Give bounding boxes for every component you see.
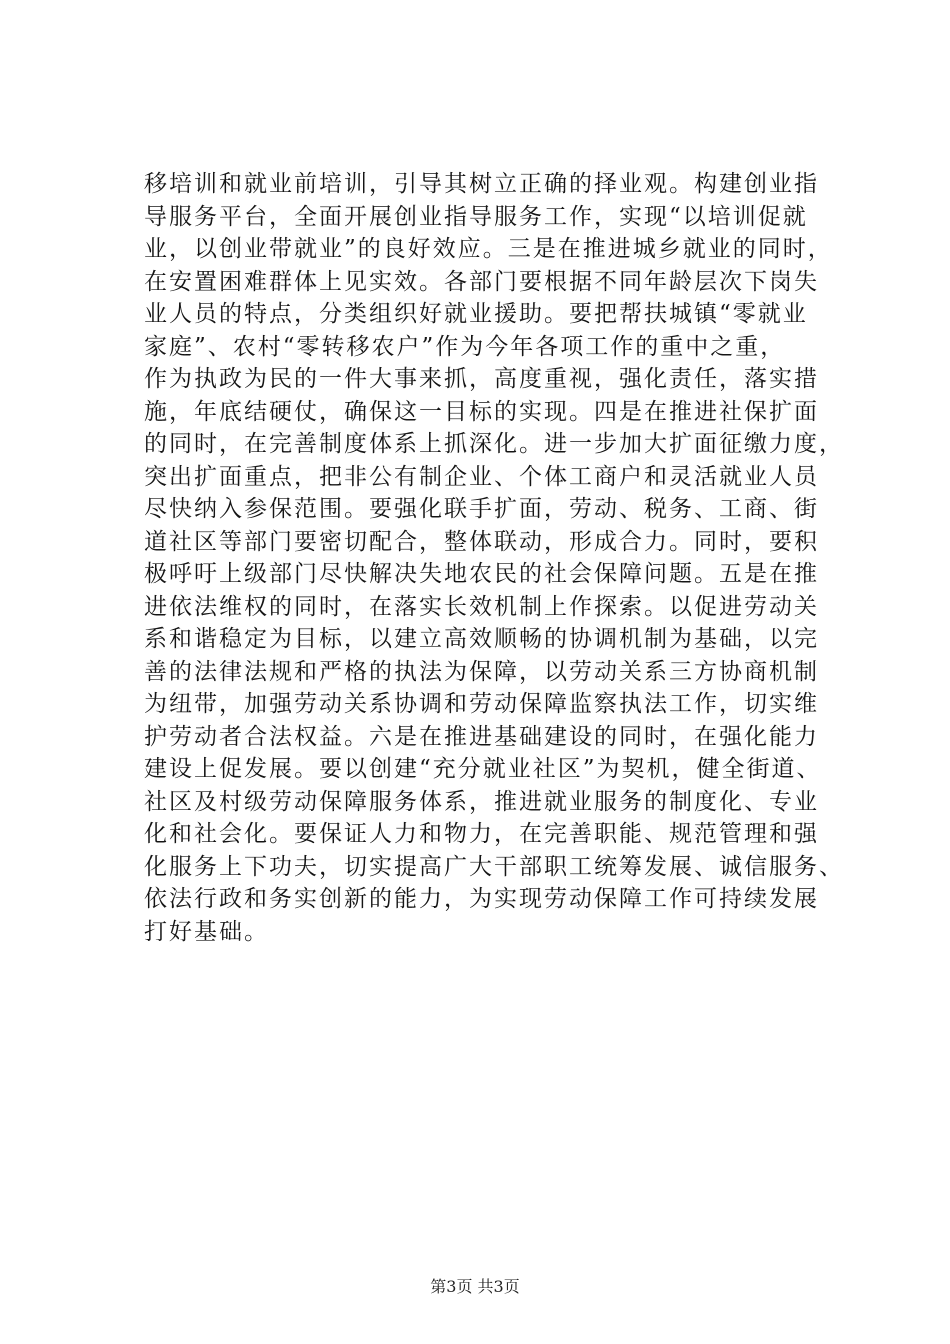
text-line: 施，年底结硬仗，确保这一目标的实现。四是在推进社保扩面 — [144, 398, 819, 425]
text-line: 社区及村级劳动保障服务体系，推进就业服务的制度化、专业 — [144, 788, 819, 815]
text-line: 业人员的特点，分类组织好就业援助。要把帮扶城镇“零就业 — [144, 301, 808, 327]
text-line: 进依法维权的同时，在落实长效机制上作探索。以促进劳动关 — [144, 593, 819, 620]
text-line: 化和社会化。要保证人力和物力，在完善职能、规范管理和强 — [144, 821, 819, 847]
text-line: 建设上促发展。要以创建“充分就业社区”为契机，健全街道、 — [144, 756, 822, 782]
text-line: 移培训和就业前培训，引导其树立正确的择业观。构建创业指 — [144, 171, 819, 197]
body-paragraph — [144, 168, 844, 948]
text-line: 善的法律法规和严格的执法为保障，以劳动关系三方协商机制 — [144, 658, 819, 685]
text-line: 化服务上下功夫，切实提高广大干部职工统筹发展、诚信服务、 — [144, 853, 844, 880]
text-line: 家庭”、农村“零转移农户”作为今年各项工作的重中之重， — [144, 333, 786, 360]
text-line: 依法行政和务实创新的能力，为实现劳动保障工作可持续发展 — [144, 886, 819, 912]
text-line: 的同时，在完善制度体系上抓深化。进一步加大扩面征缴力度， — [144, 431, 844, 457]
page-number-footer: 第3页 共3页 — [430, 1277, 520, 1296]
text-line: 尽快纳入参保范围。要强化联手扩面，劳动、税务、工商、街 — [144, 496, 819, 522]
text-line: 作为执政为民的一件大事来抓，高度重视，强化责任，落实措 — [144, 366, 819, 392]
text-line: 系和谐稳定为目标，以建立高效顺畅的协调机制为基础，以完 — [144, 626, 819, 652]
text-line: 突出扩面重点，把非公有制企业、个体工商户和灵活就业人员 — [144, 463, 819, 490]
text-line: 道社区等部门要密切配合，整体联动，形成合力。同时，要积 — [144, 528, 819, 555]
text-line: 导服务平台，全面开展创业指导服务工作，实现“以培训促就 — [144, 203, 808, 230]
text-line: 在安置困难群体上见实效。各部门要根据不同年龄层次下岗失 — [144, 268, 819, 295]
text-line: 打好基础。 — [144, 918, 269, 945]
text-line: 极呼吁上级部门尽快解决失地农民的社会保障问题。五是在推 — [144, 561, 819, 587]
text-line: 为纽带，加强劳动关系协调和劳动保障监察执法工作，切实维 — [144, 691, 819, 717]
text-line: 护劳动者合法权益。六是在推进基础建设的同时，在强化能力 — [144, 723, 819, 750]
text-line: 业，以创业带就业”的良好效应。三是在推进城乡就业的同时， — [144, 236, 833, 262]
